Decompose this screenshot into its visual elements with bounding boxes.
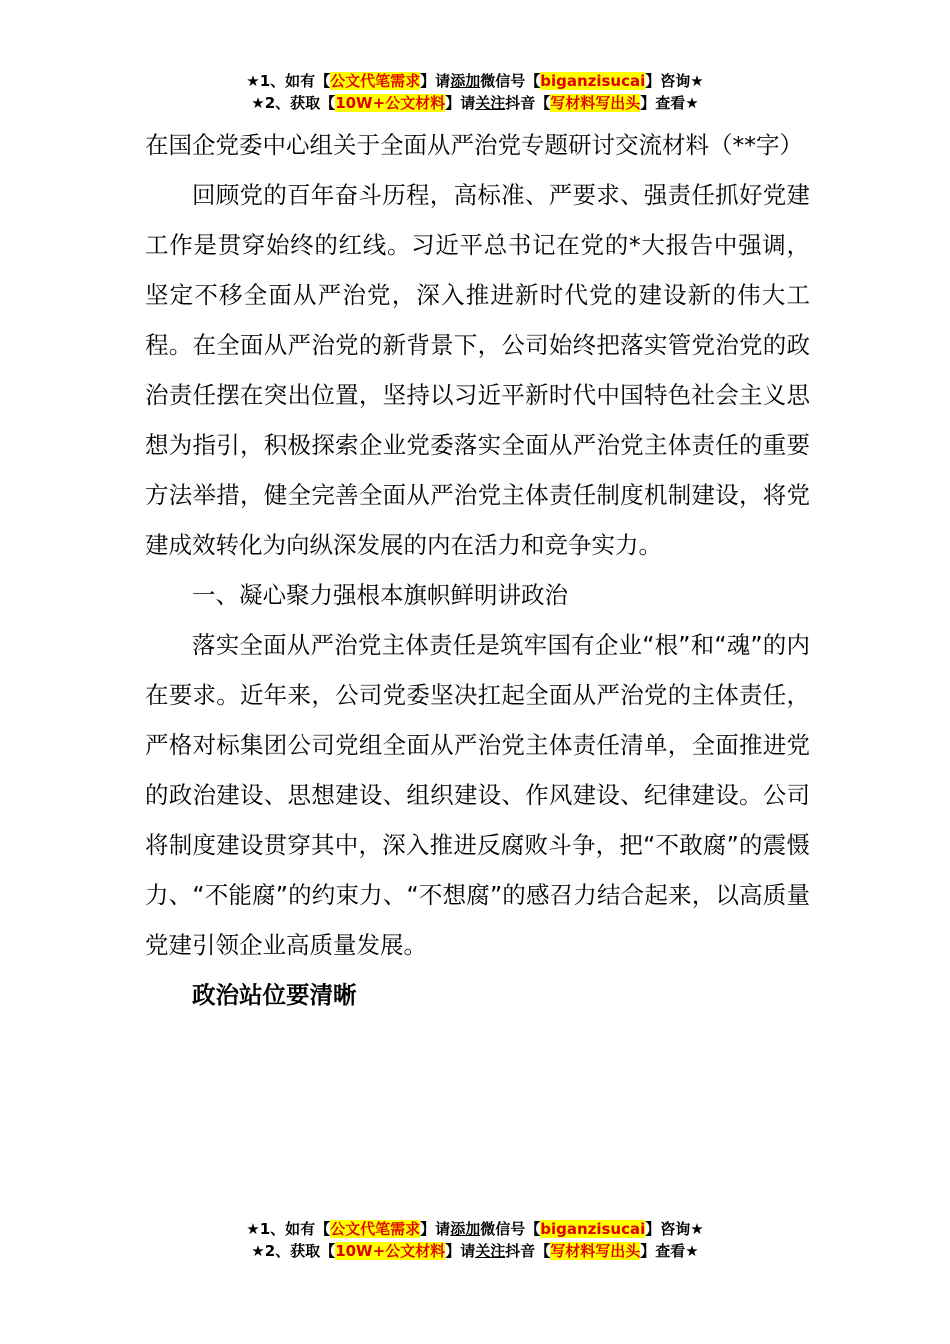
banner-text: 】请 [445, 94, 476, 112]
section-heading: 一、凝心聚力强根本旗帜鲜明讲政治 [192, 581, 568, 609]
document-body [145, 120, 810, 1020]
banner-text: ★1、如有【 [246, 1220, 331, 1238]
highlight-text: biganzisucai [540, 72, 646, 90]
highlight-text: 公文代笔需求 [330, 1220, 421, 1238]
banner-text: 】咨询★ [645, 1220, 704, 1238]
banner-text: 】查看★ [640, 94, 699, 112]
underlined-text: 添加 [450, 1220, 481, 1238]
banner-text: 微信号【 [480, 1220, 541, 1238]
banner-text: 】请 [420, 1220, 451, 1238]
banner-text: ★2、获取【 [251, 1242, 336, 1260]
highlight-text: biganzisucai [540, 1220, 646, 1238]
banner-text: 】查看★ [640, 1242, 699, 1260]
highlight-text: 10W+公文材料 [335, 1242, 446, 1260]
underlined-text: 关注 [475, 1242, 506, 1260]
banner-line-1 [0, 70, 950, 92]
footer-banner [0, 1218, 950, 1262]
header-banner [0, 70, 950, 114]
banner-text: 】请 [445, 1242, 476, 1260]
intro-paragraph: 回顾党的百年奋斗历程，高标准、严要求、强责任抓好党建工作是贯穿始终的红线。习近平总书记在党的*大报告中强调，坚定不移全面从严治党，深入推进新时代党的建设新的伟大工程。在全面从严治党的新背景下，公司始终把落实管党治党的政治责任摆在突出位置，坚持以习近平新时代中国特色社会主义思想为指引，积极探索企业党委落实全面从严治党主体责任的重要方法举措，健全完善全面从严治党主体责任制度机制建设，将党建成效转化为向纵深发展的内在活力和竞争实力。 [145, 181, 810, 559]
highlight-text: 10W+公文材料 [335, 94, 446, 112]
banner-text: 抖音【 [505, 1242, 551, 1260]
highlight-text: 公文代笔需求 [330, 72, 421, 90]
banner-text: ★2、获取【 [251, 94, 336, 112]
banner-line-2 [0, 92, 950, 114]
banner-line-2 [0, 1240, 950, 1262]
subheading: 政治站位要清晰 [192, 981, 357, 1009]
underlined-text: 添加 [450, 72, 481, 90]
highlight-text: 写材料写出头 [550, 94, 641, 112]
banner-text: 抖音【 [505, 94, 551, 112]
banner-line-1 [0, 1218, 950, 1240]
banner-text: 】咨询★ [645, 72, 704, 90]
banner-text: 】请 [420, 72, 451, 90]
document-title: 在国企党委中心组关于全面从严治党专题研讨交流材料（**字） [145, 131, 803, 159]
section-paragraph: 落实全面从严治党主体责任是筑牢国有企业“根”和“魂”的内在要求。近年来，公司党委坚决扛起全面从严治党的主体责任，严格对标集团公司党组全面从严治党主体责任清单，全面推进党的政治建设、思想建设、组织建设、作风建设、纪律建设。公司将制度建设贯穿其中，深入推进反腐败斗争，把“不敢腐”的震慑力、“不能腐”的约束力、“不想腐”的感召力结合起来，以高质量党建引领企业高质量发展。 [145, 631, 810, 959]
underlined-text: 关注 [475, 94, 506, 112]
banner-text: 微信号【 [480, 72, 541, 90]
banner-text: ★1、如有【 [246, 72, 331, 90]
highlight-text: 写材料写出头 [550, 1242, 641, 1260]
